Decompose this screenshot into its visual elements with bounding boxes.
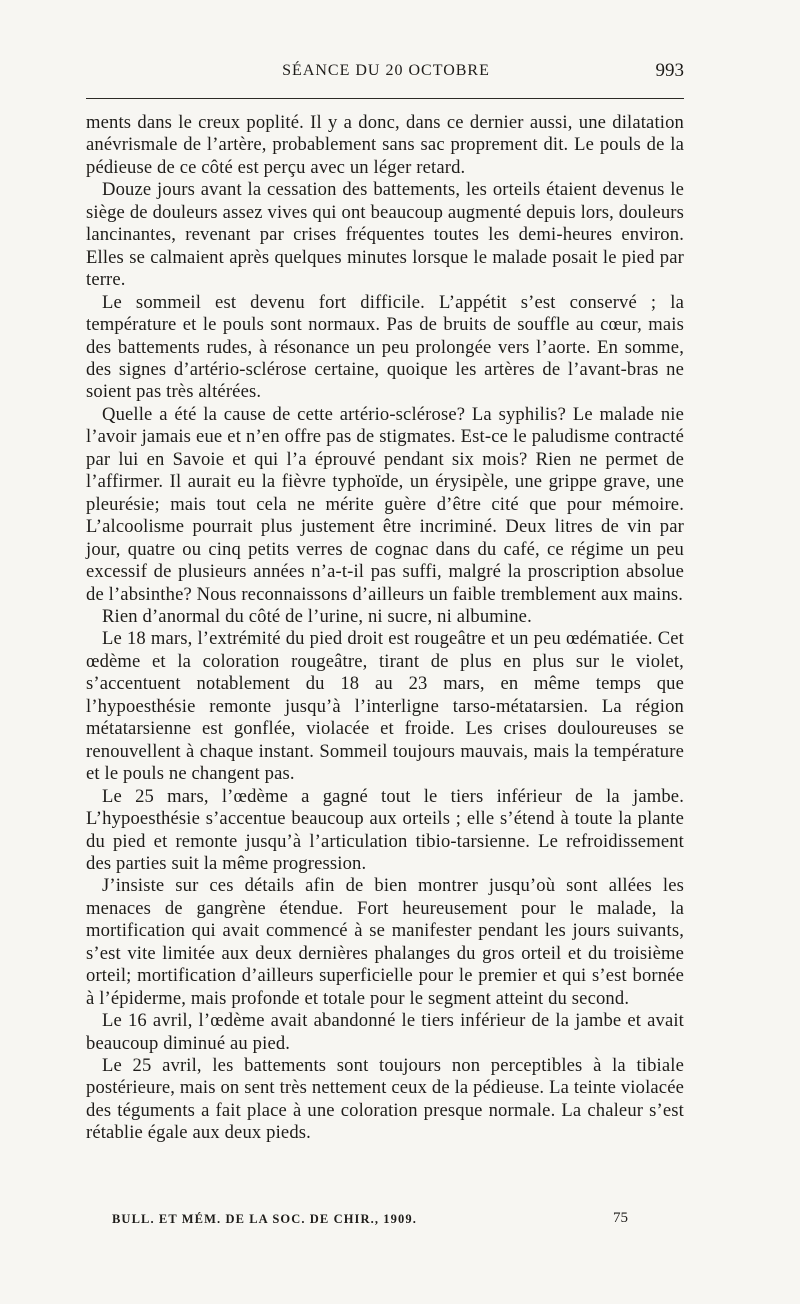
page-number: 993 bbox=[655, 60, 684, 81]
paragraph: Douze jours avant la cessation des battements, les orteils étaient devenus le siège de douleurs assez vives qui ont beaucoup augmenté depuis lors, douleurs lancinantes, revenant par crises fréquentes toutes les demi-heures environ. Elles se calmaient après quelques minutes lorsque le malade posait le pied par terre. bbox=[86, 179, 684, 291]
paragraph: Rien d’anormal du côté de l’urine, ni sucre, ni albumine. bbox=[102, 605, 532, 627]
paragraph: Le sommeil est devenu fort difficile. L’appétit s’est conservé ; la température et le pouls sont normaux. Pas de bruits de souffle au cœur, mais des battements rudes, à résonance un peu prolongée vers l’aorte. En somme, des signes d’artério-sclérose certaine, quoique les artères de l’avant-bras ne soient pas très altérées. bbox=[86, 291, 684, 403]
paragraph: Le 25 avril, les battements sont toujours non perceptibles à la tibiale postérieure, mais on sent très nettement ceux de la pédieuse. La teinte violacée des téguments a fait place à une coloration presque normale. La chaleur s’est rétablie égale aux deux pieds. bbox=[86, 1055, 684, 1144]
signature-mark: 75 bbox=[613, 1210, 628, 1226]
body-text bbox=[86, 112, 684, 1145]
paragraph: Le 16 avril, l’œdème avait abandonné le tiers inférieur de la jambe et avait beaucoup diminué au pied. bbox=[86, 1010, 684, 1054]
header-rule bbox=[86, 98, 684, 99]
paragraph-continuation: ments dans le creux poplité. Il y a donc, dans ce dernier aussi, une dilatation anévrismale de l’artère, probablement sans sac proprement dit. Le pouls de la pédieuse de ce côté est perçu avec un léger retard. bbox=[86, 112, 684, 178]
paragraph: Quelle a été la cause de cette artério-sclérose? La syphilis? Le malade nie l’avoir jamais eue et n’en offre pas de stigmates. Est-ce le paludisme contracté par lui en Savoie et qui l’a éprouvé pendant six mois? Rien ne permet de l’affirmer. Il aurait eu la fièvre typhoïde, un érysipèle, une grippe grave, une pleurésie; mais tout cela ne mérite guère d’être cité que pour mémoire. L’alcoolisme pourrait plus justement être incriminé. Deux litres de vin par jour, quatre ou cinq petits verres de cognac dans du café, ce régime un peu excessif de plusieurs années n’a-t-il pas suffi, malgré la proscription absolue de l’absinthe? Nous reconnaissons d’ailleurs un faible tremblement aux mains. bbox=[86, 403, 684, 605]
paragraph: Le 18 mars, l’extrémité du pied droit est rougeâtre et un peu œdématiée. Cet œdème et la coloration rougeâtre, tirant de plus en plus sur le violet, s’accentuent notablement du 18 au 23 mars, en même temps que l’hypoesthésie remonte jusqu’à l’interligne tarso-métatarsien. La région métatarsienne est gonflée, violacée et froide. Les crises douloureuses se renouvellent à chaque instant. Sommeil toujours mauvais, mais la température et le pouls ne changent pas. bbox=[86, 628, 684, 785]
paragraph: Le 25 mars, l’œdème a gagné tout le tiers inférieur de la jambe. L’hypoesthésie s’accentue beaucoup aux orteils ; elle s’étend à toute la plante du pied et remonte jusqu’à l’articulation tibio-tarsienne. Le refroidissement des parties suit la même progression. bbox=[86, 785, 684, 874]
paragraph: J’insiste sur ces détails afin de bien montrer jusqu’où sont allées les menaces de gangrène étendue. Fort heureusement pour le malade, la mortification qui avait commencé à se manifester pendant les jours suivants, s’est vite limitée aux deux dernières phalanges du gros orteil et du troisième orteil; mortification d’ailleurs superficielle pour le premier et qui s’est bornée à l’épiderme, mais profonde et totale pour le segment atteint du second. bbox=[86, 875, 684, 1009]
running-head bbox=[88, 62, 684, 86]
journal-citation: BULL. ET MÉM. DE LA SOC. DE CHIR., 1909. bbox=[112, 1212, 417, 1226]
running-title: SÉANCE DU 20 OCTOBRE bbox=[282, 62, 490, 79]
page-footer bbox=[112, 1212, 628, 1234]
